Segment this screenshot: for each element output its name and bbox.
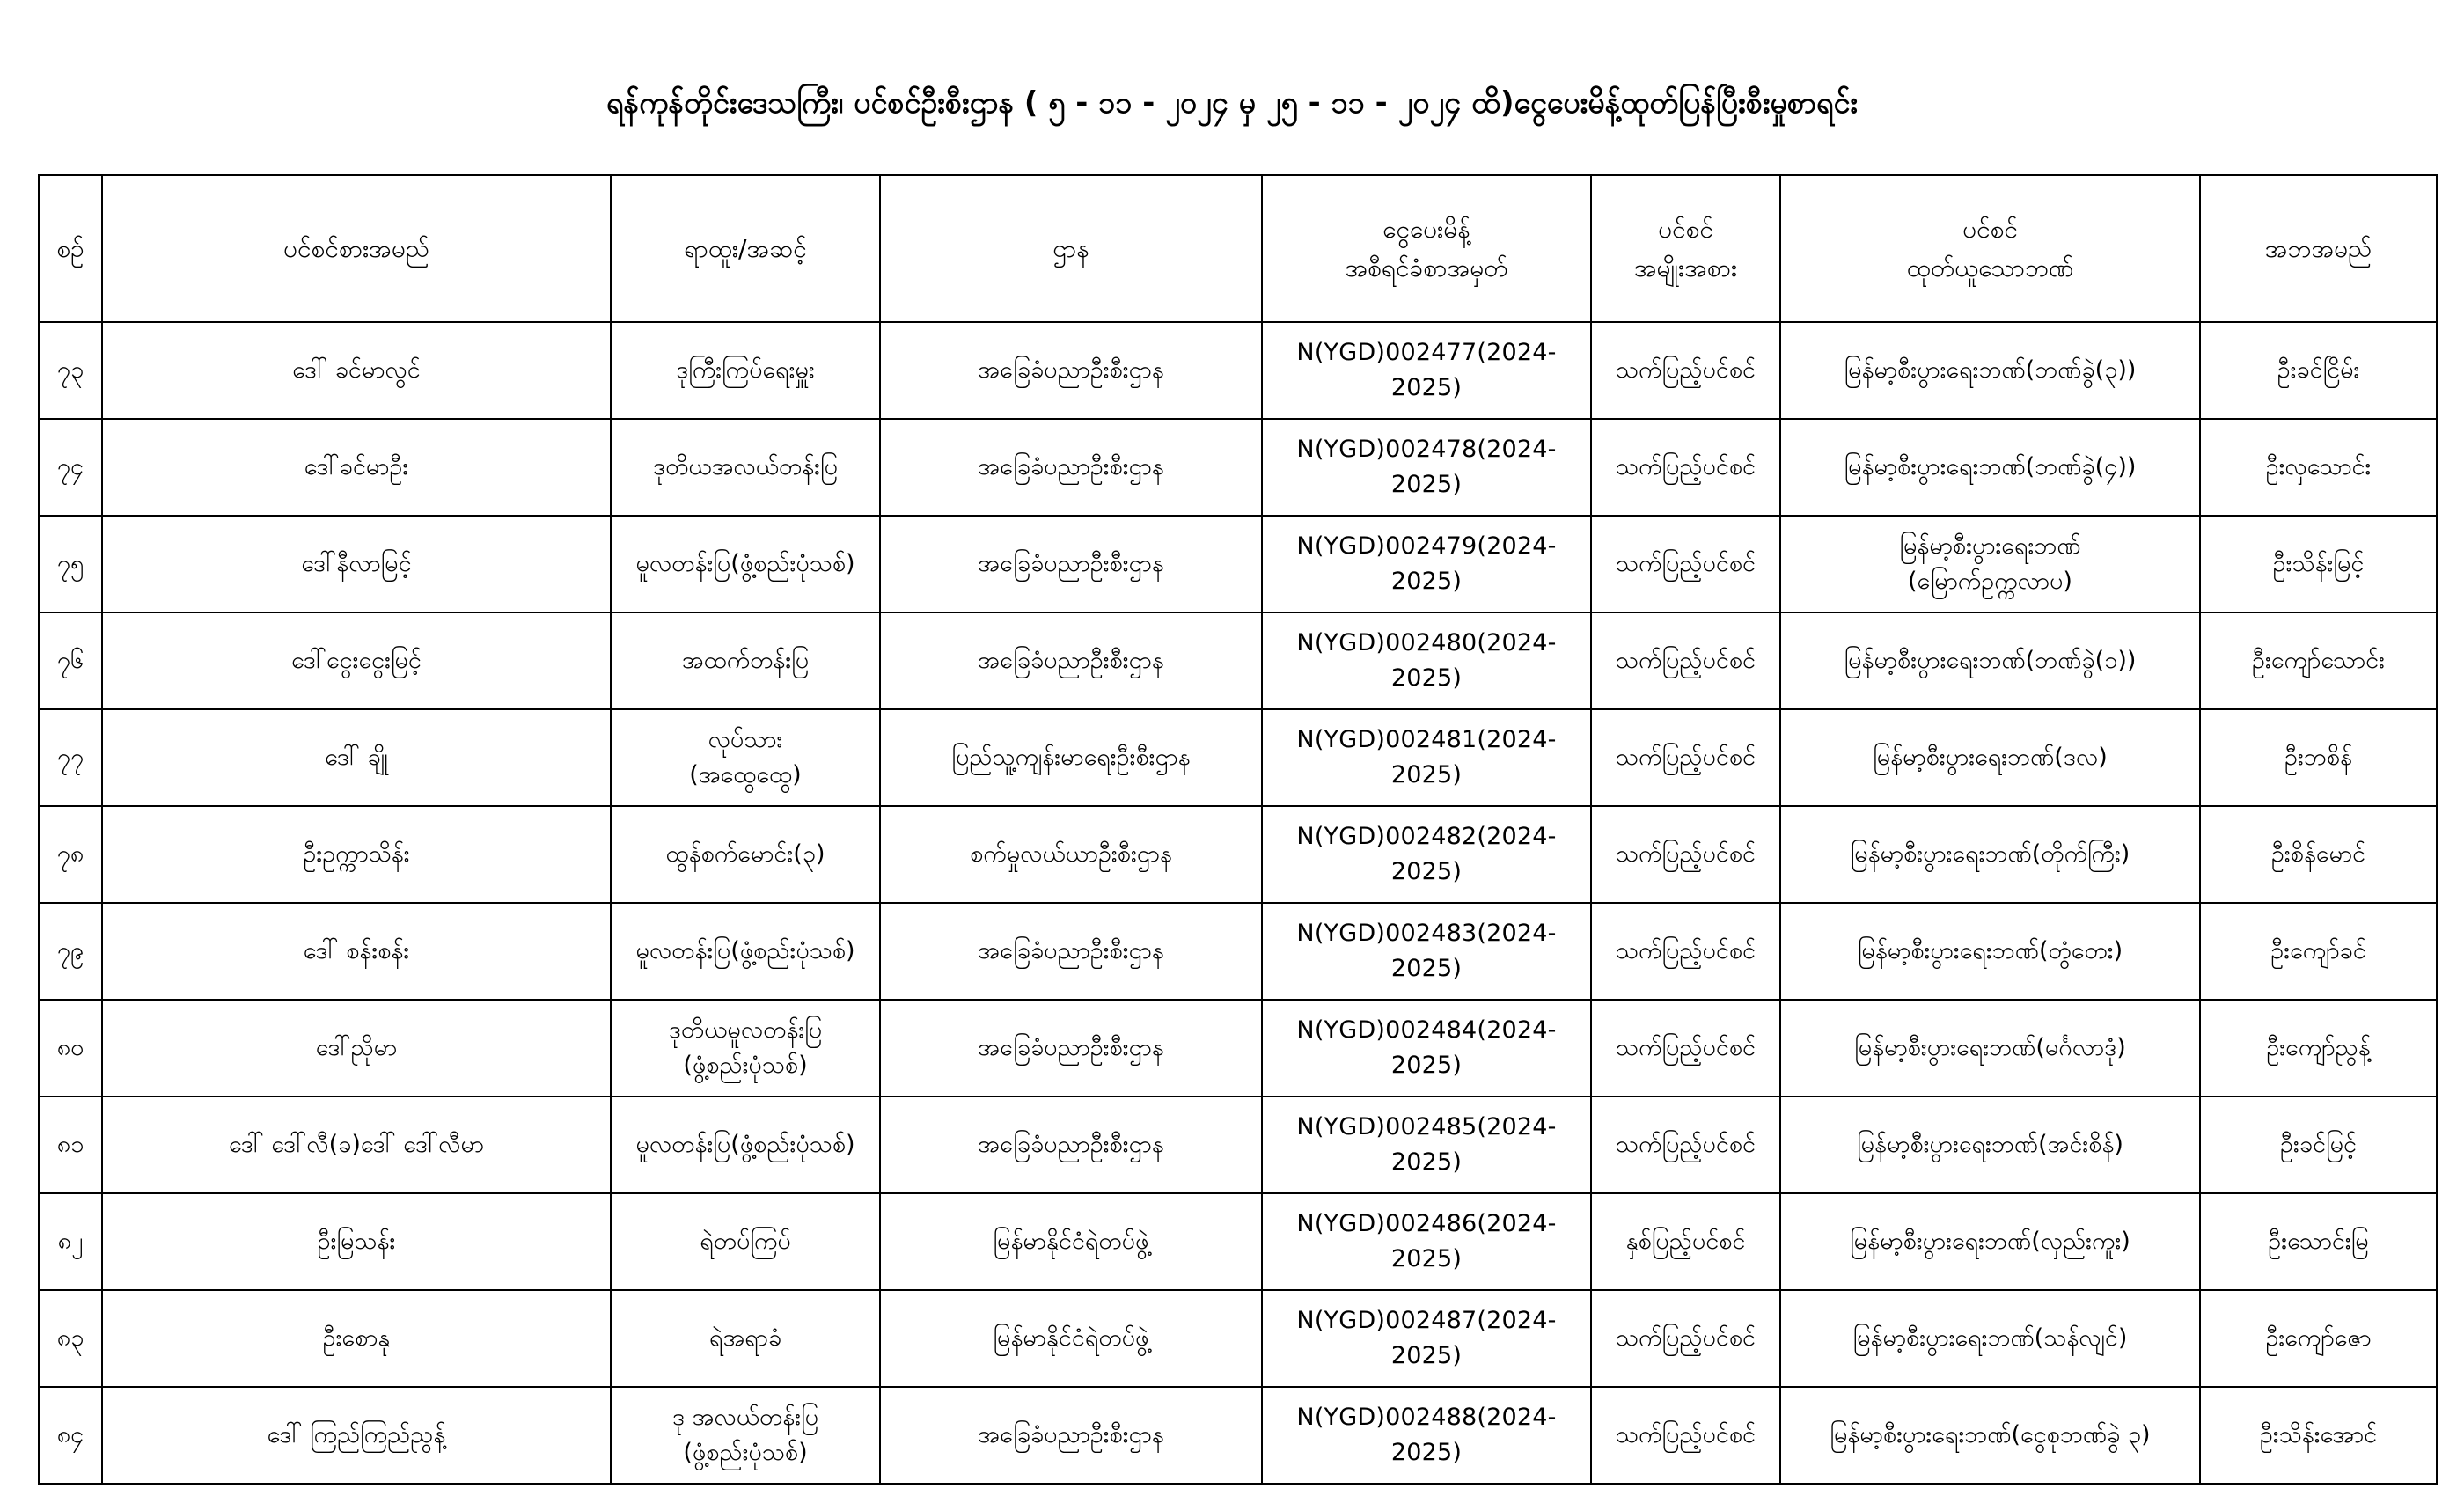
cell-father-name: ဦးသိန်းအောင် <box>2200 1387 2437 1484</box>
cell-department: အခြေခံပညာဦးစီးဌာန <box>880 612 1262 709</box>
cell-father-name: ဦးသိန်းမြင့် <box>2200 516 2437 612</box>
cell-serial: ၈၄ <box>39 1387 102 1484</box>
cell-pension-type: သက်ပြည့်ပင်စင် <box>1591 903 1780 1000</box>
cell-payment-order-number: N(YGD)002487(2024-2025) <box>1262 1290 1591 1387</box>
cell-department: စက်မှုလယ်ယာဦးစီးဌာန <box>880 806 1262 903</box>
cell-pension-bank-line: မြန်မာ့စီးပွားရေးဘဏ်(မင်္ဂလာဒုံ) <box>1854 1034 2126 1061</box>
cell-payment-order-number: N(YGD)002483(2024-2025) <box>1262 903 1591 1000</box>
cell-serial: ၇၇ <box>39 709 102 806</box>
cell-rank <box>611 709 880 806</box>
cell-department: အခြေခံပညာဦးစီးဌာန <box>880 903 1262 1000</box>
table-row <box>39 322 2437 419</box>
cell-department: အခြေခံပညာဦးစီးဌာန <box>880 419 1262 516</box>
table-row <box>39 1096 2437 1193</box>
cell-pension-bank-line: မြန်မာ့စီးပွားရေးဘဏ်(ဘဏ်ခွဲ(၃)) <box>1844 356 2137 384</box>
cell-pensioner-name: ဒေါ် ကြည်ကြည်ညွန့် <box>102 1387 611 1484</box>
cell-pension-bank-line: မြန်မာ့စီးပွားရေးဘဏ်(တွံတေး) <box>1857 937 2123 964</box>
cell-pension-bank-line: မြန်မာ့စီးပွားရေးဘဏ်(လှည်းကူး) <box>1850 1228 2130 1255</box>
cell-department: အခြေခံပညာဦးစီးဌာန <box>880 322 1262 419</box>
cell-rank-line: အထက်တန်းပြ <box>681 647 810 674</box>
page-title: ရန်ကုန်တိုင်းဒေသကြီး၊ ပင်စင်ဦးစီးဌာန ( ၅ - ၁၁ - ၂၀၂၄ မှ ၂၅ - ၁၁ - ၂၀၂၄ ထိ)ငွေပေးမိန့်ထုတ်ပြန်ပြီးစီးမှုစာရင်း <box>605 85 1859 121</box>
cell-pension-type: သက်ပြည့်ပင်စင် <box>1591 1387 1780 1484</box>
cell-pension-bank-line: မြန်မာ့စီးပွားရေးဘဏ်(ဘဏ်ခွဲ(၄)) <box>1844 453 2137 480</box>
cell-department: ပြည်သူ့ကျန်းမာရေးဦးစီးဌာန <box>880 709 1262 806</box>
cell-rank <box>611 1387 880 1484</box>
cell-payment-order-number: N(YGD)002481(2024-2025) <box>1262 709 1591 806</box>
cell-pensioner-name: ဦးမြသန်း <box>102 1193 611 1290</box>
cell-payment-order-number: N(YGD)002479(2024-2025) <box>1262 516 1591 612</box>
cell-pension-bank <box>1780 1096 2200 1193</box>
cell-serial: ၈၃ <box>39 1290 102 1387</box>
table-row <box>39 516 2437 612</box>
header-serial: စဉ် <box>39 175 102 322</box>
table-body <box>39 322 2437 1484</box>
header-pension-type-line2: အမျိုးအစား <box>1633 253 1738 282</box>
header-pension-type <box>1591 175 1780 322</box>
cell-pension-bank <box>1780 903 2200 1000</box>
header-pension-bank <box>1780 175 2200 322</box>
cell-rank <box>611 1290 880 1387</box>
header-father-name: အဘအမည် <box>2200 175 2437 322</box>
header-payment-order-number <box>1262 175 1591 322</box>
cell-father-name: ဦးခင်ငြိမ်း <box>2200 322 2437 419</box>
cell-father-name: ဦးကျော်ခင် <box>2200 903 2437 1000</box>
cell-rank <box>611 1096 880 1193</box>
cell-serial: ၇၅ <box>39 516 102 612</box>
cell-serial: ၇၃ <box>39 322 102 419</box>
cell-pension-bank <box>1780 322 2200 419</box>
cell-father-name: ဦးစိန်မောင် <box>2200 806 2437 903</box>
cell-pension-type: နှစ်ပြည့်ပင်စင် <box>1591 1193 1780 1290</box>
cell-rank-line: ဒုတိယမူလတန်းပြ <box>668 1016 823 1044</box>
cell-serial: ၇၈ <box>39 806 102 903</box>
cell-father-name: ဦးခင်မြင့် <box>2200 1096 2437 1193</box>
cell-rank-line: ဒုတိယအလယ်တန်းပြ <box>653 453 838 480</box>
table-row <box>39 612 2437 709</box>
cell-father-name: ဦးဘစိန် <box>2200 709 2437 806</box>
cell-pension-type: သက်ပြည့်ပင်စင် <box>1591 1096 1780 1193</box>
cell-serial: ၇၉ <box>39 903 102 1000</box>
header-row <box>39 175 2437 322</box>
cell-serial: ၈၀ <box>39 1000 102 1096</box>
cell-pension-bank <box>1780 709 2200 806</box>
cell-pension-bank <box>1780 516 2200 612</box>
table-row <box>39 1290 2437 1387</box>
table-row <box>39 1000 2437 1096</box>
cell-rank-line: မူလတန်းပြ(ဖွံ့စည်းပုံသစ်) <box>635 1131 855 1158</box>
cell-pension-type: သက်ပြည့်ပင်စင် <box>1591 322 1780 419</box>
cell-payment-order-number: N(YGD)002488(2024-2025) <box>1262 1387 1591 1484</box>
cell-pension-bank <box>1780 419 2200 516</box>
header-payment-order-line: ငွေပေးမိန့် <box>1382 214 1470 244</box>
cell-pension-type: သက်ပြည့်ပင်စင် <box>1591 709 1780 806</box>
cell-pension-type: သက်ပြည့်ပင်စင် <box>1591 516 1780 612</box>
cell-payment-order-number: N(YGD)002484(2024-2025) <box>1262 1000 1591 1096</box>
cell-serial: ၈၂ <box>39 1193 102 1290</box>
cell-payment-order-number: N(YGD)002485(2024-2025) <box>1262 1096 1591 1193</box>
cell-rank <box>611 612 880 709</box>
cell-pension-bank-line: မြန်မာ့စီးပွားရေးဘဏ်(ငွေစုဘဏ်ခွဲ ၃) <box>1830 1421 2151 1448</box>
cell-father-name: ဦးလှသောင်း <box>2200 419 2437 516</box>
cell-serial: ၇၆ <box>39 612 102 709</box>
cell-pensioner-name: ဒေါ်ခင်မာဦး <box>102 419 611 516</box>
cell-pensioner-name: ဦးဥက္ကာသိန်း <box>102 806 611 903</box>
cell-rank <box>611 419 880 516</box>
cell-pension-bank <box>1780 1193 2200 1290</box>
cell-pension-bank-line: မြန်မာ့စီးပွားရေးဘဏ်(တိုက်ကြီး) <box>1850 840 2130 868</box>
cell-pensioner-name: ဒေါ် စန်းစန်း <box>102 903 611 1000</box>
header-pension-bank-line1: ပင်စင် <box>1962 214 2018 244</box>
cell-pension-bank-line: (မြောက်ဥက္ကလာပ) <box>1908 568 2072 595</box>
cell-department: အခြေခံပညာဦးစီးဌာန <box>880 1096 1262 1193</box>
cell-pension-bank-line: မြန်မာ့စီးပွားရေးဘဏ်(အင်းစိန်) <box>1857 1131 2123 1158</box>
cell-father-name: ဦးကျော်သောင်း <box>2200 612 2437 709</box>
cell-payment-order-number: N(YGD)002478(2024-2025) <box>1262 419 1591 516</box>
cell-rank-line: (ဖွံ့စည်းပုံသစ်) <box>683 1052 808 1079</box>
cell-pensioner-name: ဦးစောနု <box>102 1290 611 1387</box>
cell-pensioner-name: ဒေါ် ချို <box>102 709 611 806</box>
table-row <box>39 709 2437 806</box>
cell-department: အခြေခံပညာဦးစီးဌာန <box>880 1000 1262 1096</box>
cell-rank <box>611 903 880 1000</box>
cell-pension-bank-line: မြန်မာ့စီးပွားရေးဘဏ်(သန်လျင်) <box>1852 1324 2128 1352</box>
cell-pension-type: သက်ပြည့်ပင်စင် <box>1591 1000 1780 1096</box>
header-report-number-line: အစီရင်ခံစာအမှတ် <box>1345 253 1508 282</box>
cell-rank <box>611 516 880 612</box>
cell-father-name: ဦးကျော်ဇော <box>2200 1290 2437 1387</box>
cell-rank-line: ရဲတပ်ကြပ် <box>700 1228 791 1255</box>
cell-rank-line: (ဖွံ့စည်းပုံသစ်) <box>683 1439 808 1466</box>
table-row <box>39 806 2437 903</box>
pension-table <box>38 174 2438 1485</box>
table-row <box>39 419 2437 516</box>
cell-pensioner-name: ဒေါ်နီလာမြင့် <box>102 516 611 612</box>
cell-pension-bank <box>1780 1387 2200 1484</box>
cell-rank-line: ဒု အလယ်တန်းပြ <box>671 1404 819 1431</box>
header-pensioner-name: ပင်စင်စားအမည် <box>102 175 611 322</box>
cell-pension-type: သက်ပြည့်ပင်စင် <box>1591 1290 1780 1387</box>
cell-father-name: ဦးသောင်းမြ <box>2200 1193 2437 1290</box>
cell-rank-line: (အထွေထွေ) <box>689 761 802 788</box>
cell-pension-bank <box>1780 612 2200 709</box>
cell-rank-line: မူလတန်းပြ(ဖွံ့စည်းပုံသစ်) <box>635 550 855 577</box>
cell-payment-order-number: N(YGD)002477(2024-2025) <box>1262 322 1591 419</box>
cell-serial: ၇၄ <box>39 419 102 516</box>
cell-rank <box>611 322 880 419</box>
cell-pensioner-name: ဒေါ် ဒေါ်လီ(ခ)ဒေါ် ဒေါ်လီမာ <box>102 1096 611 1193</box>
cell-payment-order-number: N(YGD)002482(2024-2025) <box>1262 806 1591 903</box>
header-pension-bank-line2: ထုတ်ယူသောဘဏ် <box>1906 253 2074 282</box>
cell-pension-bank <box>1780 806 2200 903</box>
cell-department: မြန်မာနိုင်ငံရဲတပ်ဖွဲ့ <box>880 1193 1262 1290</box>
cell-pensioner-name: ဒေါ်ညိုမာ <box>102 1000 611 1096</box>
cell-rank-line: ရဲအရာခံ <box>708 1324 782 1352</box>
header-rank: ရာထူး/အဆင့် <box>611 175 880 322</box>
cell-rank-line: ဒုကြီးကြပ်ရေးမှူး <box>676 356 815 384</box>
cell-pension-type: သက်ပြည့်ပင်စင် <box>1591 419 1780 516</box>
cell-pension-bank-line: မြန်မာ့စီးပွားရေးဘဏ် <box>1899 532 2081 560</box>
cell-department: မြန်မာနိုင်ငံရဲတပ်ဖွဲ့ <box>880 1290 1262 1387</box>
cell-pensioner-name: ဒေါ်ငွေးငွေးမြင့် <box>102 612 611 709</box>
cell-rank <box>611 806 880 903</box>
cell-rank-line: ထွန်စက်မောင်း(၃) <box>665 840 825 868</box>
cell-rank <box>611 1000 880 1096</box>
cell-pension-bank-line: မြန်မာ့စီးပွားရေးဘဏ်(ဘဏ်ခွဲ(၁)) <box>1844 647 2137 674</box>
header-department: ဌာန <box>880 175 1262 322</box>
cell-pensioner-name: ဒေါ် ခင်မာလွင် <box>102 322 611 419</box>
cell-rank <box>611 1193 880 1290</box>
cell-rank-line: လုပ်သား <box>708 726 783 753</box>
cell-pension-bank <box>1780 1290 2200 1387</box>
cell-department: အခြေခံပညာဦးစီးဌာန <box>880 1387 1262 1484</box>
cell-father-name: ဦးကျော်ညွန့် <box>2200 1000 2437 1096</box>
cell-department: အခြေခံပညာဦးစီးဌာန <box>880 516 1262 612</box>
cell-pension-type: သက်ပြည့်ပင်စင် <box>1591 806 1780 903</box>
cell-rank-line: မူလတန်းပြ(ဖွံ့စည်းပုံသစ်) <box>635 937 855 964</box>
cell-pension-bank <box>1780 1000 2200 1096</box>
cell-payment-order-number: N(YGD)002486(2024-2025) <box>1262 1193 1591 1290</box>
table-row <box>39 1387 2437 1484</box>
cell-pension-type: သက်ပြည့်ပင်စင် <box>1591 612 1780 709</box>
header-pension-type-line1: ပင်စင် <box>1658 214 1713 244</box>
table-row <box>39 1193 2437 1290</box>
table-row <box>39 903 2437 1000</box>
cell-payment-order-number: N(YGD)002480(2024-2025) <box>1262 612 1591 709</box>
cell-serial: ၈၁ <box>39 1096 102 1193</box>
cell-pension-bank-line: မြန်မာ့စီးပွားရေးဘဏ်(ဒလ) <box>1873 744 2108 771</box>
